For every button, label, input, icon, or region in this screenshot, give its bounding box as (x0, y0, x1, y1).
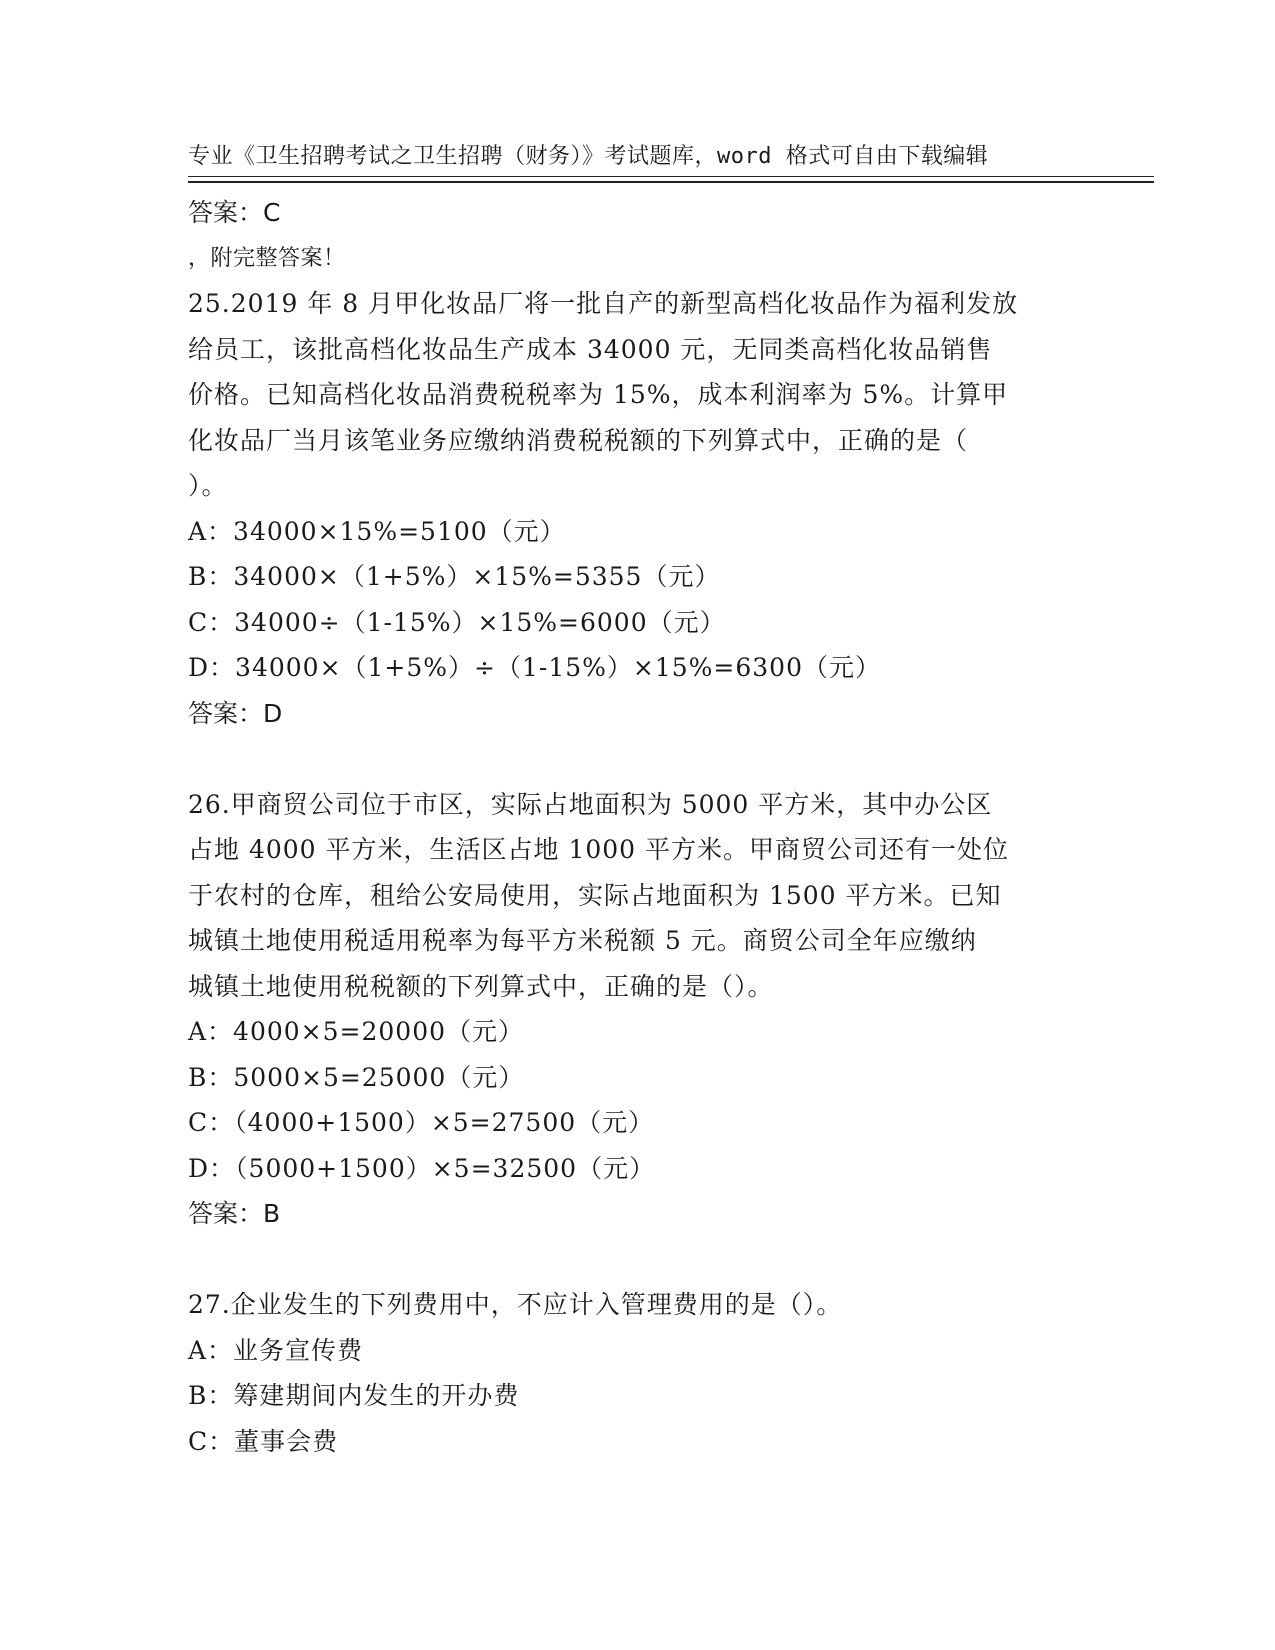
option-c: C：董事会费 (188, 1426, 339, 1456)
spacer (188, 736, 1088, 782)
option-a: A：34000×15%=5100（元） (188, 516, 566, 546)
header-line-1: 专业《卫生招聘考试之卫生招聘（财务）》考试题库，word 格式可自由下载编辑 (188, 144, 989, 169)
option-b: B：34000×（1+5%）×15%=5355（元） (188, 562, 721, 591)
answer: 答案：B (188, 1199, 281, 1228)
question-stem-line: 给员工，该批高档化妆品生产成本 34000 元，无同类高档化妆品销售 (188, 334, 993, 364)
document-body (188, 190, 1088, 1464)
header-divider-thick (188, 181, 1154, 183)
header-line-2: ，附完整答案！ (188, 246, 346, 271)
question-stem-line: ）。 (188, 471, 228, 500)
question-stem-line: 城镇土地使用税适用税率为每平方米税额 5 元。商贸公司全年应缴纳 (188, 926, 977, 955)
question-25 (188, 281, 1088, 736)
question-stem-line: 27.企业发生的下列费用中，不应计入管理费用的是（）。 (188, 1290, 843, 1319)
answer: 答案：D (188, 698, 283, 728)
option-b: B：5000×5=25000（元） (188, 1062, 525, 1092)
option-d: D：34000×（1+5%）÷（1-15%）×15%=6300（元） (188, 653, 881, 682)
previous-answer: 答案：C (188, 198, 281, 227)
question-stem-line: 价格。已知高档化妆品消费税税率为 15%，成本利润率为 5%。计算甲 (188, 380, 1009, 409)
option-a: A：4000×5=20000（元） (188, 1017, 525, 1046)
question-stem-line: 26.甲商贸公司位于市区，实际占地面积为 5000 平方米，其中办公区 (188, 789, 993, 819)
question-stem-line: 占地 4000 平方米，生活区占地 1000 平方米。甲商贸公司还有一处位 (188, 835, 1010, 864)
question-stem-line: 城镇土地使用税税额的下列算式中，正确的是（）。 (188, 971, 774, 1001)
option-a: A：业务宣传费 (188, 1335, 364, 1365)
option-c: C：34000÷（1-15%）×15%=6000（元） (188, 607, 726, 637)
header-divider-thin (188, 176, 1154, 177)
question-stem-line: 25.2019 年 8 月甲化妆品厂将一批自产的新型高档化妆品作为福利发放 (188, 289, 1019, 318)
spacer (188, 236, 1088, 282)
spacer (188, 1237, 1088, 1283)
option-b: B：筹建期间内发生的开办费 (188, 1381, 520, 1410)
option-d: D：（5000+1500）×5=32500（元） (188, 1153, 656, 1183)
question-stem-line: 于农村的仓库，租给公安局使用，实际占地面积为 1500 平方米。已知 (188, 880, 1002, 910)
question-26 (188, 782, 1088, 1237)
question-27 (188, 1282, 1088, 1464)
question-stem-line: 化妆品厂当月该笔业务应缴纳消费税税额的下列算式中，正确的是（ (188, 425, 969, 455)
option-c: C：（4000+1500）×5=27500（元） (188, 1108, 655, 1137)
